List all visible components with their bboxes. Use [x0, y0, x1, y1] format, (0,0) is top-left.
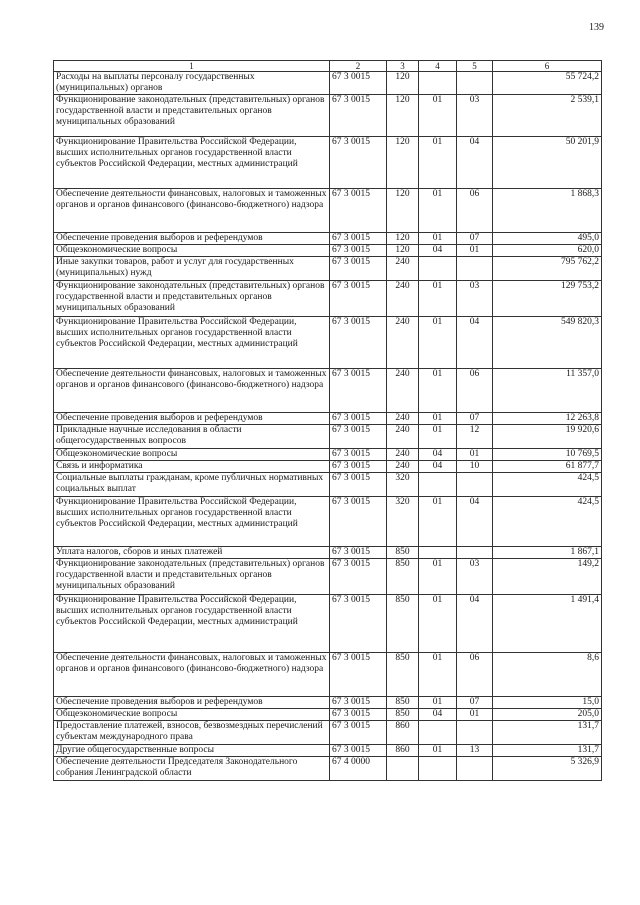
table-row [54, 595, 602, 653]
table-row [54, 547, 602, 559]
cell-name: Связь и информатика [54, 461, 330, 473]
cell-subsection: 01 [457, 245, 493, 257]
cell-amount: 129 753,2 [493, 281, 602, 317]
cell-subsection: 10 [457, 461, 493, 473]
cell-name: Другие общегосударственные вопросы [54, 745, 330, 757]
cell-target-article: 67 3 0015 [330, 425, 387, 449]
table-row [54, 95, 602, 137]
cell-section: 04 [419, 245, 457, 257]
cell-section [419, 257, 457, 281]
cell-section: 04 [419, 709, 457, 721]
cell-target-article: 67 3 0015 [330, 461, 387, 473]
cell-expense-type: 120 [387, 189, 419, 233]
cell-name: Функционирование Правительства Российской Федерации, высших исполнительных органов государственной власти субъектов Российской Федерации, местных администраций [54, 595, 330, 653]
cell-amount: 61 877,7 [493, 461, 602, 473]
table-row [54, 317, 602, 369]
cell-amount: 1 867,1 [493, 547, 602, 559]
cell-section: 01 [419, 697, 457, 709]
cell-subsection: 12 [457, 425, 493, 449]
cell-expense-type: 120 [387, 245, 419, 257]
table-row [54, 757, 602, 781]
cell-target-article: 67 3 0015 [330, 721, 387, 745]
cell-target-article: 67 3 0015 [330, 697, 387, 709]
cell-expense-type: 240 [387, 413, 419, 425]
cell-amount: 12 263,8 [493, 413, 602, 425]
cell-name: Обеспечение деятельности финансовых, налоговых и таможенных органов и органов финансового (финансово-бюджетного) надзора [54, 189, 330, 233]
cell-name: Социальные выплаты гражданам, кроме публичных нормативных социальных выплат [54, 473, 330, 497]
cell-subsection: 04 [457, 137, 493, 189]
cell-subsection: 03 [457, 281, 493, 317]
column-header: 2 [330, 61, 387, 72]
cell-name: Прикладные научные исследования в области общегосударственных вопросов [54, 425, 330, 449]
table-row [54, 425, 602, 449]
table-row [54, 497, 602, 547]
table-body [54, 72, 602, 781]
cell-section: 01 [419, 413, 457, 425]
cell-section: 01 [419, 317, 457, 369]
cell-expense-type: 240 [387, 257, 419, 281]
table-row [54, 72, 602, 95]
cell-section [419, 473, 457, 497]
cell-expense-type: 240 [387, 369, 419, 413]
cell-target-article: 67 3 0015 [330, 595, 387, 653]
cell-expense-type: 320 [387, 473, 419, 497]
cell-name: Обеспечение деятельности финансовых, налоговых и таможенных органов и органов финансового (финансово-бюджетного) надзора [54, 653, 330, 697]
table-row [54, 709, 602, 721]
cell-name: Обеспечение проведения выборов и референдумов [54, 697, 330, 709]
cell-target-article: 67 3 0015 [330, 449, 387, 461]
cell-section [419, 547, 457, 559]
cell-amount: 8,6 [493, 653, 602, 697]
cell-name: Предоставление платежей, взносов, безвозмездных перечислений субъектам международного права [54, 721, 330, 745]
cell-target-article: 67 3 0015 [330, 547, 387, 559]
cell-target-article: 67 3 0015 [330, 745, 387, 757]
cell-name: Функционирование законодательных (представительных) органов государственной власти и представительных органов муниципальных образований [54, 95, 330, 137]
cell-name: Обеспечение проведения выборов и референдумов [54, 413, 330, 425]
cell-subsection [457, 72, 493, 95]
cell-target-article: 67 3 0015 [330, 497, 387, 547]
cell-name: Функционирование Правительства Российской Федерации, высших исполнительных органов государственной власти субъектов Российской Федерации, местных администраций [54, 137, 330, 189]
cell-subsection [457, 547, 493, 559]
cell-section: 01 [419, 497, 457, 547]
cell-expense-type: 860 [387, 745, 419, 757]
cell-subsection: 06 [457, 369, 493, 413]
table-row [54, 745, 602, 757]
cell-target-article: 67 3 0015 [330, 95, 387, 137]
cell-target-article: 67 3 0015 [330, 709, 387, 721]
cell-amount: 55 724,2 [493, 72, 602, 95]
cell-target-article: 67 3 0015 [330, 559, 387, 595]
cell-amount: 1 868,3 [493, 189, 602, 233]
page-number: 139 [589, 22, 604, 33]
cell-name: Общеэкономические вопросы [54, 449, 330, 461]
cell-name: Функционирование Правительства Российской Федерации, высших исполнительных органов государственной власти субъектов Российской Федерации, местных администраций [54, 317, 330, 369]
cell-expense-type: 860 [387, 721, 419, 745]
cell-subsection: 06 [457, 653, 493, 697]
cell-section: 01 [419, 233, 457, 245]
cell-target-article: 67 3 0015 [330, 473, 387, 497]
cell-name: Общеэкономические вопросы [54, 245, 330, 257]
cell-target-article: 67 3 0015 [330, 245, 387, 257]
cell-expense-type: 320 [387, 497, 419, 547]
cell-amount: 50 201,9 [493, 137, 602, 189]
cell-target-article: 67 3 0015 [330, 137, 387, 189]
cell-amount: 131,7 [493, 721, 602, 745]
cell-target-article: 67 3 0015 [330, 233, 387, 245]
cell-target-article: 67 3 0015 [330, 317, 387, 369]
cell-expense-type: 120 [387, 72, 419, 95]
cell-section [419, 72, 457, 95]
cell-section: 04 [419, 449, 457, 461]
cell-subsection [457, 473, 493, 497]
cell-name: Функционирование Правительства Российской Федерации, высших исполнительных органов государственной власти субъектов Российской Федерации, местных администраций [54, 497, 330, 547]
table-row [54, 449, 602, 461]
cell-target-article: 67 3 0015 [330, 413, 387, 425]
table-header-row [54, 61, 602, 72]
cell-section: 01 [419, 425, 457, 449]
cell-subsection: 01 [457, 709, 493, 721]
cell-amount: 11 357,0 [493, 369, 602, 413]
cell-name: Функционирование законодательных (представительных) органов государственной власти и представительных органов муниципальных образований [54, 559, 330, 595]
column-header: 1 [54, 61, 330, 72]
cell-target-article: 67 4 0000 [330, 757, 387, 781]
cell-amount: 15,0 [493, 697, 602, 709]
cell-subsection: 07 [457, 697, 493, 709]
cell-subsection [457, 757, 493, 781]
cell-expense-type: 850 [387, 653, 419, 697]
column-header: 6 [493, 61, 602, 72]
cell-name: Уплата налогов, сборов и иных платежей [54, 547, 330, 559]
cell-name: Расходы на выплаты персоналу государственных (муниципальных) органов [54, 72, 330, 95]
cell-amount: 205,0 [493, 709, 602, 721]
cell-section: 04 [419, 461, 457, 473]
cell-section: 01 [419, 95, 457, 137]
cell-subsection: 04 [457, 595, 493, 653]
cell-subsection: 01 [457, 449, 493, 461]
cell-subsection: 13 [457, 745, 493, 757]
cell-amount: 495,0 [493, 233, 602, 245]
cell-expense-type: 240 [387, 425, 419, 449]
budget-table [53, 60, 602, 781]
table-row [54, 721, 602, 745]
cell-amount: 620,0 [493, 245, 602, 257]
cell-expense-type: 240 [387, 461, 419, 473]
cell-name: Иные закупки товаров, работ и услуг для государственных (муниципальных) нужд [54, 257, 330, 281]
cell-amount: 149,2 [493, 559, 602, 595]
cell-subsection: 04 [457, 497, 493, 547]
table-row [54, 281, 602, 317]
cell-target-article: 67 3 0015 [330, 189, 387, 233]
cell-section: 01 [419, 745, 457, 757]
cell-section: 01 [419, 369, 457, 413]
cell-subsection [457, 721, 493, 745]
cell-section: 01 [419, 189, 457, 233]
column-header: 3 [387, 61, 419, 72]
cell-expense-type: 850 [387, 697, 419, 709]
cell-amount: 795 762,2 [493, 257, 602, 281]
cell-amount: 549 820,3 [493, 317, 602, 369]
table-row [54, 189, 602, 233]
cell-section: 01 [419, 595, 457, 653]
cell-target-article: 67 3 0015 [330, 281, 387, 317]
cell-target-article: 67 3 0015 [330, 72, 387, 95]
cell-subsection [457, 257, 493, 281]
cell-expense-type: 850 [387, 709, 419, 721]
cell-name: Обеспечение деятельности Председателя Законодательного собрания Ленинградской области [54, 757, 330, 781]
table-row [54, 137, 602, 189]
cell-amount: 5 326,9 [493, 757, 602, 781]
cell-name: Обеспечение деятельности финансовых, налоговых и таможенных органов и органов финансового (финансово-бюджетного) надзора [54, 369, 330, 413]
cell-amount: 19 920,6 [493, 425, 602, 449]
cell-amount: 10 769,5 [493, 449, 602, 461]
table-row [54, 461, 602, 473]
table-row [54, 369, 602, 413]
cell-amount: 2 539,1 [493, 95, 602, 137]
table-row [54, 413, 602, 425]
table-row [54, 473, 602, 497]
column-header: 4 [419, 61, 457, 72]
cell-expense-type: 120 [387, 233, 419, 245]
table-row [54, 257, 602, 281]
cell-amount: 424,5 [493, 497, 602, 547]
cell-expense-type: 240 [387, 449, 419, 461]
cell-subsection: 07 [457, 413, 493, 425]
cell-expense-type: 120 [387, 95, 419, 137]
cell-subsection: 03 [457, 559, 493, 595]
cell-expense-type: 240 [387, 281, 419, 317]
cell-section [419, 721, 457, 745]
cell-expense-type: 120 [387, 137, 419, 189]
cell-amount: 1 491,4 [493, 595, 602, 653]
cell-target-article: 67 3 0015 [330, 653, 387, 697]
table-row [54, 559, 602, 595]
table-row [54, 653, 602, 697]
cell-amount: 131,7 [493, 745, 602, 757]
cell-name: Функционирование законодательных (представительных) органов государственной власти и представительных органов муниципальных образований [54, 281, 330, 317]
cell-section [419, 757, 457, 781]
table-row [54, 233, 602, 245]
cell-name: Общеэкономические вопросы [54, 709, 330, 721]
table-row [54, 245, 602, 257]
cell-subsection: 07 [457, 233, 493, 245]
cell-target-article: 67 3 0015 [330, 257, 387, 281]
cell-section: 01 [419, 137, 457, 189]
cell-expense-type: 850 [387, 559, 419, 595]
cell-amount: 424,5 [493, 473, 602, 497]
cell-expense-type: 240 [387, 317, 419, 369]
cell-expense-type: 850 [387, 595, 419, 653]
cell-target-article: 67 3 0015 [330, 369, 387, 413]
column-header: 5 [457, 61, 493, 72]
cell-section: 01 [419, 653, 457, 697]
cell-expense-type: 850 [387, 547, 419, 559]
cell-subsection: 04 [457, 317, 493, 369]
cell-section: 01 [419, 559, 457, 595]
table-row [54, 697, 602, 709]
cell-section: 01 [419, 281, 457, 317]
cell-expense-type [387, 757, 419, 781]
cell-subsection: 03 [457, 95, 493, 137]
cell-name: Обеспечение проведения выборов и референдумов [54, 233, 330, 245]
cell-subsection: 06 [457, 189, 493, 233]
